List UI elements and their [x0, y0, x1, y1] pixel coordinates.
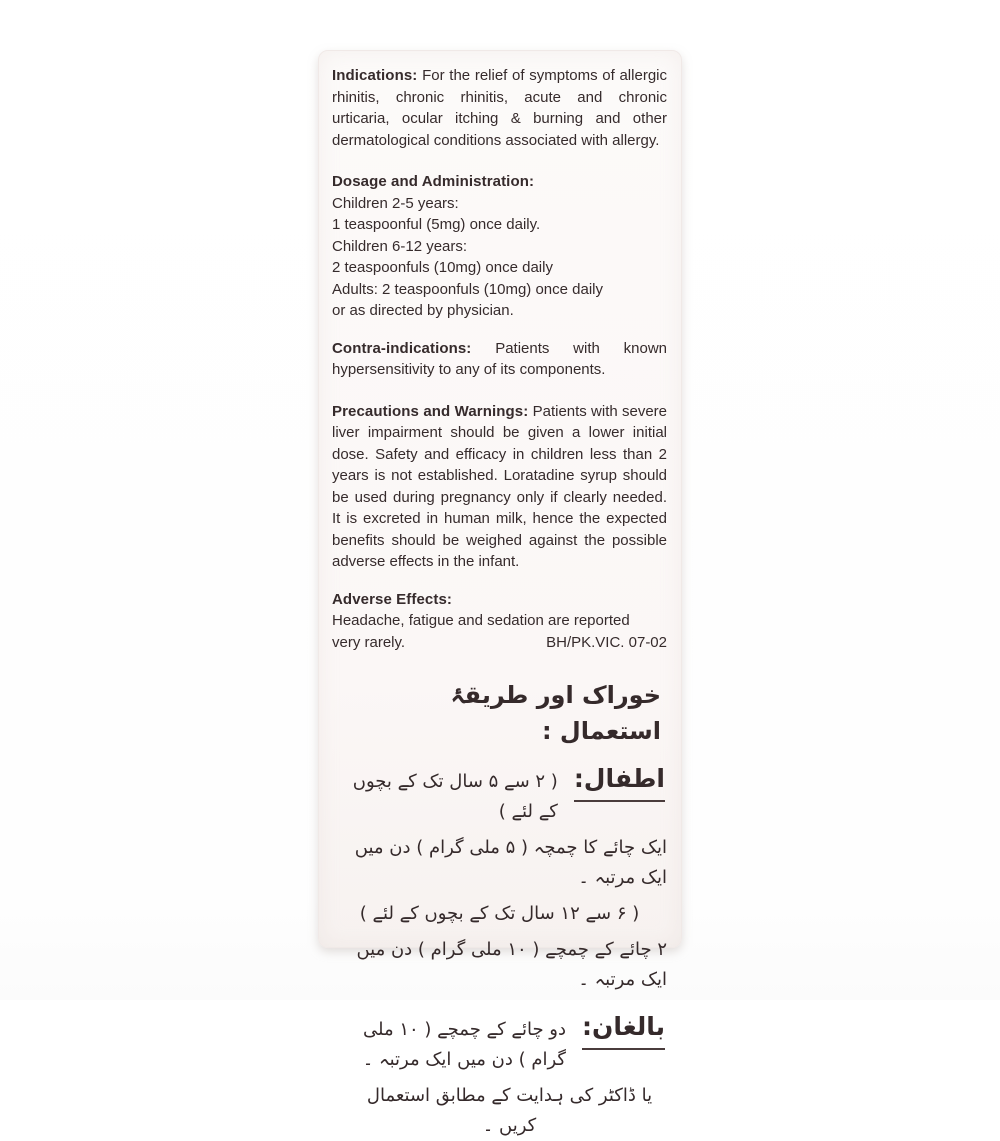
dosage-line-1-teaspoonful: 1 teaspoonful (5mg) once daily. — [332, 216, 541, 233]
urdu-children-dose-2: ۲ چائے کے چمچے ( ۱۰ ملی گرام ) دن میں ایک مرتبہ ۔ — [356, 939, 667, 990]
precautions-text: Patients with severe liver impairment should be given a lower initial dose. Safety and efficacy in children less than 2 years is not established. Loratadine syrup should be used during pregnancy only if clearly needed. It is excreted in human milk, hence the expected benefits should be weighed against the possible adverse effects in the infant. — [332, 402, 668, 570]
precautions-paragraph — [332, 401, 667, 573]
dosage-section — [332, 171, 667, 322]
adverse-effects-line1: Headache, fatigue and sedation are reported — [332, 612, 630, 629]
urdu-adults-dose: دو چائے کے چمچے ( ۱۰ ملی گرام ) دن میں ایک مرتبہ ۔ — [362, 1019, 566, 1070]
urdu-children-age-note: ( ۲ سے ۵ سال تک کے بچوں کے لئے ) — [352, 771, 558, 822]
adverse-effects-line2: very rarely. — [332, 633, 406, 651]
dosage-heading: Dosage and Administration: — [332, 173, 535, 190]
urdu-label-section — [332, 677, 667, 1141]
contraindications-paragraph — [332, 338, 667, 381]
dosage-line-adults: Adults: 2 teaspoonfuls (10mg) once daily — [332, 280, 603, 298]
dosage-line-children-2-5: Children 2-5 years: — [332, 194, 459, 212]
urdu-children-dose-1: ایک چائے کا چمچہ ( ۵ ملی گرام ) دن میں ایک مرتبہ ۔ — [354, 837, 667, 888]
urdu-dosage-title: خوراک اور طریقۂ استعمال : — [450, 681, 661, 745]
dosage-line-2-teaspoonfuls: 2 teaspoonfuls (10mg) once daily — [332, 259, 553, 276]
indications-paragraph — [332, 65, 667, 151]
adverse-effects-line2-row — [332, 632, 667, 654]
adverse-effects-section — [332, 589, 667, 654]
contraindications-text: Patients with known hypersensitivity to any of its components. — [332, 339, 668, 378]
indications-text: For the relief of symptoms of allergic rhinitis, chronic rhinitis, acute and chronic urticaria, ocular itching & burning and other dermatological conditions associated with allergy. — [332, 67, 667, 149]
dosage-line-physician: or as directed by physician. — [332, 302, 514, 319]
precautions-label: Precautions and Warnings: — [332, 402, 529, 420]
contraindications-label: Contra-indications: — [332, 339, 472, 357]
english-label-section — [332, 65, 667, 653]
urdu-adults-label: بالغان: — [582, 1011, 665, 1050]
indications-label: Indications: — [332, 67, 418, 84]
medicine-box-panel — [318, 50, 682, 1136]
urdu-adults-row — [332, 1011, 665, 1075]
adverse-effects-heading: Adverse Effects: — [332, 590, 452, 608]
dosage-line-children-6-12: Children 6-12 years: — [332, 237, 468, 255]
urdu-children-row — [332, 763, 665, 827]
urdu-children-age-note-2: ( ۶ سے ۱۲ سال تک کے بچوں کے لئے ) — [359, 903, 640, 924]
batch-reference-code: BH/PK.VIC. 07-02 — [546, 633, 667, 651]
urdu-adults-doctor-note: یا ڈاکٹر کی ہدایت کے مطابق استعمال کریں ۔ — [366, 1085, 653, 1136]
urdu-children-label: اطفال: — [574, 763, 665, 802]
